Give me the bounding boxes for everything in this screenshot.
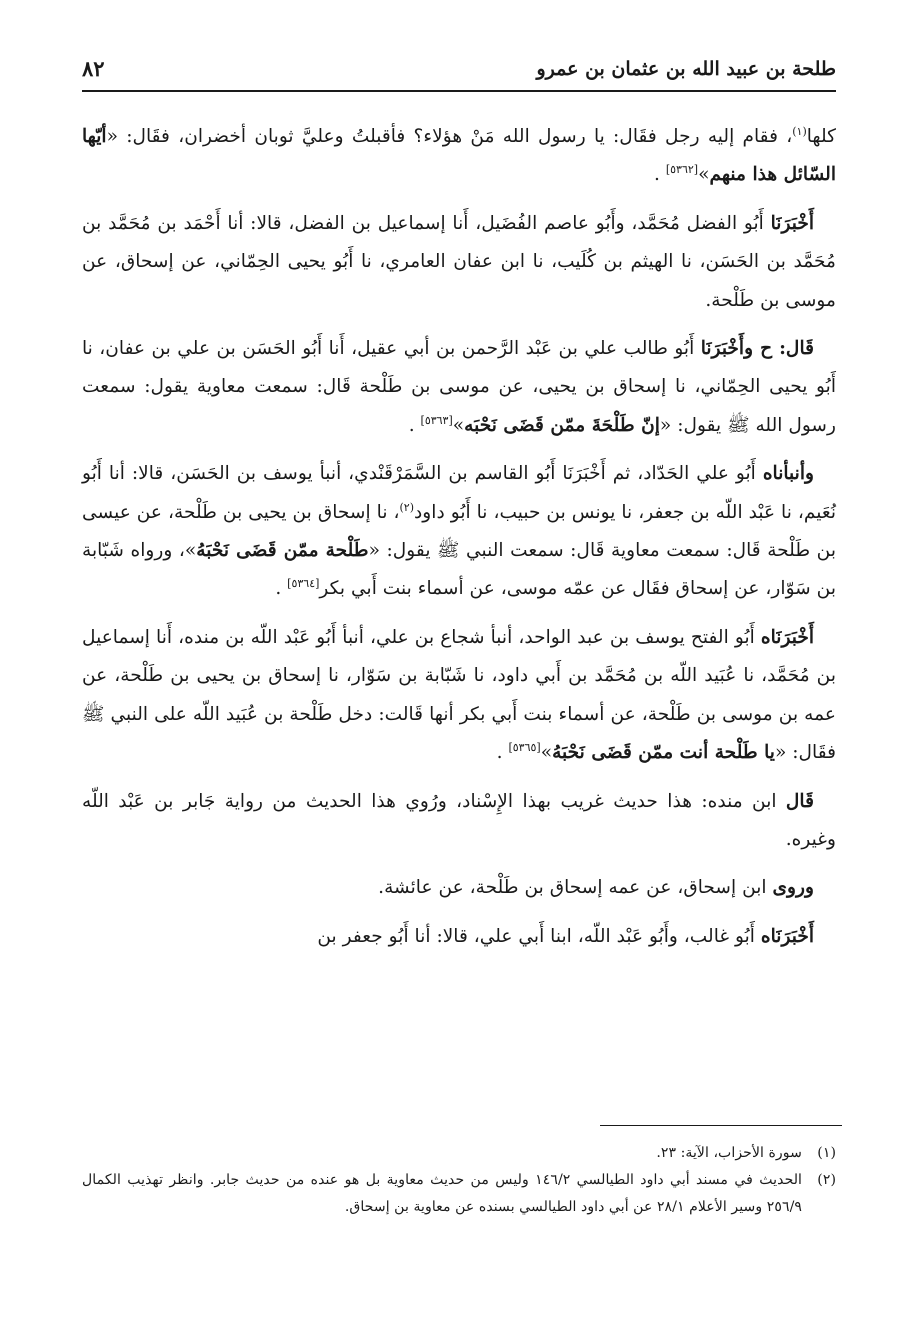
- paragraph: [82, 205, 836, 320]
- hadith-quote: أيّها السّائل هذا منهم: [82, 126, 836, 186]
- footnote-number: (١): [817, 1145, 836, 1161]
- paragraph-text: أَبُو علي الحَدّاد، ثم أَخْبَرَنَا أَبُو القاسم بن السَّمَرْقَنْدي، أنبأ يوسف بن الحَسَن، قالا: أنا أَبُو نُعَيم، نا عَبْد اللّه بن جعفر، نا يونس بن حبيب، نا أَبُو داود: [82, 463, 837, 523]
- footnote-number: (٢): [817, 1172, 836, 1188]
- hadith-reference: [٥٣٦٣]: [420, 413, 453, 427]
- hadith-reference: [٥٣٦٥]: [508, 740, 541, 754]
- hadith-quote: إنّ طَلْحَةَ ممّن قَضَى نَحْبَه: [464, 414, 660, 436]
- paragraph: [82, 118, 836, 195]
- footnote-divider: [600, 1125, 842, 1126]
- paragraph-text: »، ورواه شَبّابة بن سَوّار، عن إسحاق فقَال عن عمّه موسى، عن أسماء بنت أَبي بكر: [82, 540, 836, 600]
- paragraph-text: أَبُو طالب علي بن عَبْد الرَّحمن بن أبي عقيل، أَنا أَبُو الحَسَن بن علي بن عفان، نا أَبُو يحيى الحِمّاني، نا إسحاق بن يحيى، عن موسى بن طَلْحة قَال: سمعت معاوية يقول: سمعت رسول الله ﷺ يقول: «: [82, 338, 836, 436]
- narration-keyword: وروى: [772, 877, 814, 899]
- page-header: [82, 52, 836, 92]
- narration-keyword: أَخْبَرَنَا: [770, 212, 814, 234]
- narration-keyword: قَال: ح وأَخْبَرَنَا: [700, 338, 814, 360]
- paragraph: [82, 330, 836, 445]
- narration-keyword: أَخْبَرَنَاه: [760, 626, 814, 648]
- paragraph-text: أَبُو الفتح يوسف بن عبد الواحد، أنبأ شجاع بن علي، أنبأ أَبُو عَبْد اللّه بن منده، أَنا إسماعيل بن مُحَمَّد، نا عُبَيد اللّه بن مُحَمَّد بن أَبي داود، نا شَبّابة بن سَوّار، نا إسحاق بن يحيى بن طَلْحة، عن عمه بن موسى بن طَلْحة، عن أسماء بنت أَبي بكر أنها قَالت: دخل طَلْحة بن عُبَيد اللّه على النبي ﷺ فقَال: «: [82, 626, 836, 764]
- hadith-quote: طَلْحة ممّن قَضَى نَحْبَهُ: [196, 540, 369, 562]
- paragraph-text: »: [698, 164, 710, 186]
- hadith-reference: [٥٣٦٢]: [665, 163, 699, 177]
- footnote-mark: (١): [792, 124, 807, 138]
- narration-keyword: وأنبأناه: [762, 463, 814, 485]
- paragraph: [82, 455, 836, 609]
- footnote: [82, 1140, 836, 1167]
- paragraph-text: أَبُو غالب، وأَبُو عَبْد اللّه، ابنا أَبي علي، قالا: أنا أَبُو جعفر بن: [317, 925, 761, 947]
- paragraph-text: .: [654, 164, 666, 186]
- paragraph-text: ، نا إسحاق بن يحيى بن طَلْحة، عن عيسى بن طَلْحة قَال: سمعت معاوية قَال: سمعت النبي ﷺ يقول: «: [82, 501, 836, 562]
- footnote-mark: (٢): [399, 500, 415, 514]
- main-text: [82, 118, 836, 966]
- footnotes: [82, 1140, 836, 1221]
- paragraph-text: أَبُو الفضل مُحَمَّد، وأَبُو عاصم الفُضَيل، أَنا إسماعيل بن الفضل، قالا: أنا أَحْمَد بن مُحَمَّد بن مُحَمَّد بن الحَسَن، نا الهيثم بن كُلَيب، نا ابن عفان العامري، نا أَبُو يحيى الحِمّاني، عن إسحاق، عن موسى بن طَلْحة.: [82, 212, 836, 311]
- paragraph-text: .: [275, 578, 288, 600]
- footnote-text: الحديث في مسند أبي داود الطيالسي ١٤٦/٢ وليس من حديث معاوية بل هو عنده من حديث جابر. وانظر تهذيب الكمال ٢٥٦/٩ وسير الأعلام ٢٨/١ عن أبي داود الطيالسي بسنده عن معاوية بن إسحاق.: [82, 1172, 802, 1215]
- hadith-quote: يا طَلْحة أنت ممّن قَضَى نَحْبَهُ: [552, 742, 775, 764]
- paragraph-text: كلها: [806, 126, 836, 147]
- running-title: طلحة بن عبيد الله بن عثمان بن عمرو: [536, 58, 836, 80]
- paragraph: [82, 869, 836, 907]
- narration-keyword: أَخْبَرَنَاه: [760, 925, 814, 947]
- footnote-text: سورة الأحزاب، الآية: ٢٣.: [656, 1145, 802, 1161]
- hadith-reference: [٥٣٦٤]: [287, 577, 320, 591]
- paragraph: [82, 783, 836, 860]
- paragraph: [82, 918, 836, 956]
- paragraph-text: »: [540, 742, 553, 764]
- paragraph: [82, 619, 836, 773]
- paragraph-text: .: [496, 742, 509, 764]
- narration-keyword: قَال: [785, 790, 814, 812]
- page-number: ٨٢: [82, 56, 105, 81]
- paragraph-text: »: [452, 414, 465, 436]
- paragraph-text: .: [408, 414, 421, 436]
- footnote: [82, 1167, 836, 1221]
- paragraph-text: ، فقام إليه رجل فقَال: يا رسول الله مَنْ هؤلاء؟ فأقبلتُ وعليَّ ثوبان أخضران، فقَال: «: [106, 126, 793, 147]
- paragraph-text: ابن إسحاق، عن عمه إسحاق بن طَلْحة، عن عائشة.: [378, 877, 773, 899]
- paragraph-text: ابن منده: هذا حديث غريب بهذا الإِسْناد، ورُوي هذا الحديث من رواية جَابر بن عَبْد اللّه وغيره.: [82, 790, 836, 850]
